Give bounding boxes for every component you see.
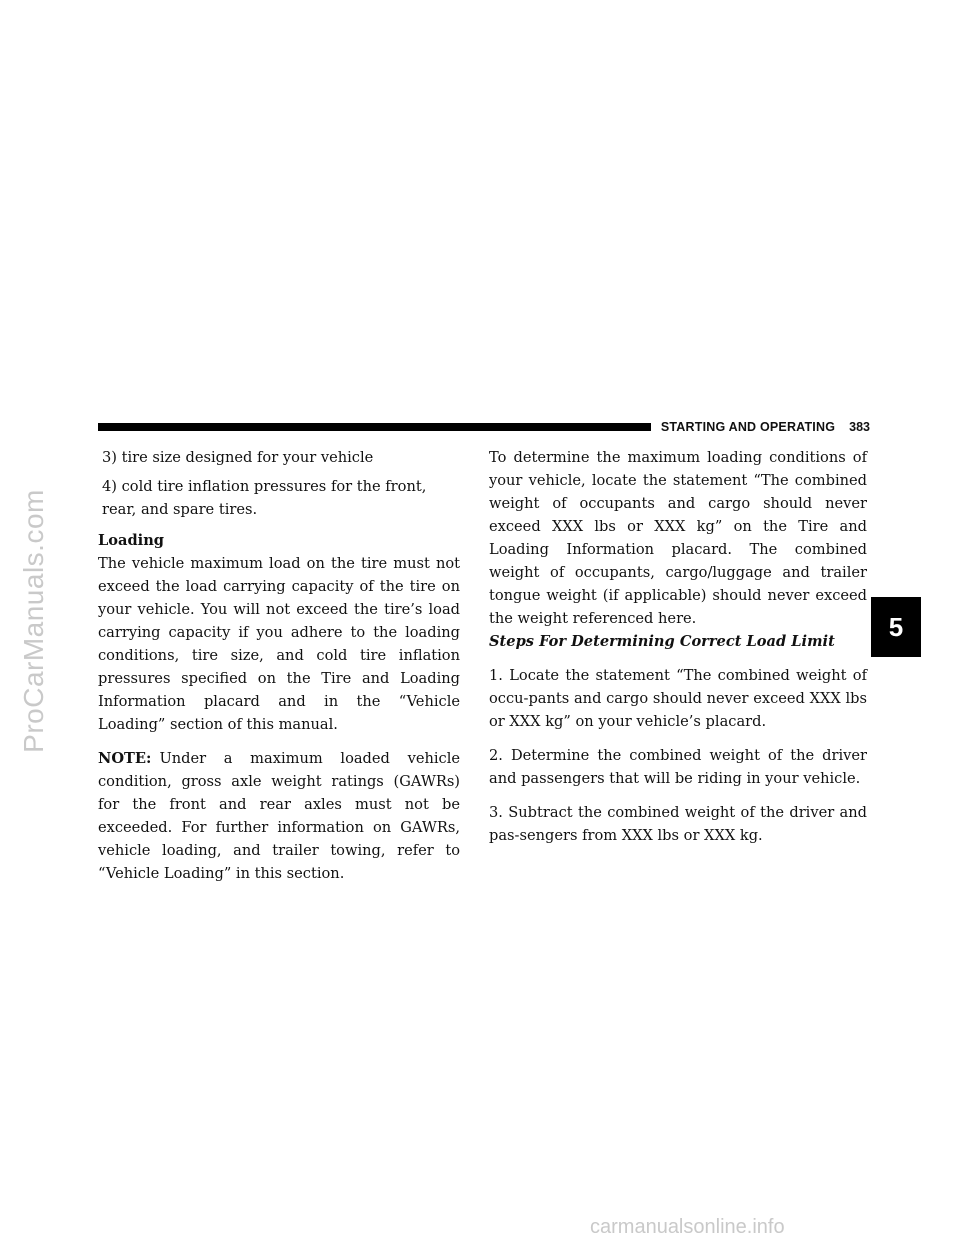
loading-paragraph: The vehicle maximum load on the tire must not exceed the load carrying capacity of the tire on your vehicle. You will not exceed the tire’s load carrying capacity if you adhere to the loading conditions, tire size, and cold tire inflation pressures specified on the Tire and Loading Information placard and in the “Vehicle Loading” section of this manual. — [98, 555, 460, 733]
side-watermark — [8, 0, 60, 1242]
steps-subheading: Steps For Determining Correct Load Limit — [489, 633, 835, 650]
step-1: 1. Locate the statement “The combined weight of occu-pants and cargo should never exceed XXX lbs or XXX kg” on your vehicle’s placard. — [489, 667, 867, 730]
bottom-watermark: carmanualsonline.info — [590, 1216, 785, 1238]
page-number: 383 — [849, 420, 870, 434]
step-2: 2. Determine the combined weight of the driver and passengers that will be riding in your vehicle. — [489, 747, 867, 787]
page-header — [98, 420, 870, 434]
chapter-tab — [871, 597, 921, 657]
note-text: Under a maximum loaded vehicle condition, gross axle weight ratings (GAWRs) for the front and rear axles must not be exceeded. For further information on GAWRs, vehicle loading, and trailer towing, refer to “Vehicle Loading” in this section. — [98, 750, 460, 882]
left-column — [98, 446, 460, 885]
right-column — [489, 446, 867, 847]
watermark-text: ProCarManuals.com — [18, 489, 50, 753]
header-rule — [98, 423, 651, 431]
chapter-tab-label: 5 — [888, 611, 904, 642]
section-title: STARTING AND OPERATING — [660, 420, 836, 434]
list-item-3: 3) tire size designed for your vehicle — [102, 449, 374, 466]
note-paragraph — [98, 747, 460, 885]
max-loading-paragraph: To determine the maximum loading conditions of your vehicle, locate the statement “The combined weight of occupants and cargo should never exceed XXX lbs or XXX kg” on the Tire and Loading Information placard. The combined weight of occupants, cargo/luggage and trailer tongue weight (if applicable) should never exceed the weight referenced here. — [489, 449, 867, 627]
list-item-4: 4) cold tire inflation pressures for the front, rear, and spare tires. — [102, 478, 427, 518]
step-3: 3. Subtract the combined weight of the driver and pas-sengers from XXX lbs or XXX kg. — [489, 804, 867, 844]
section-heading-loading: Loading — [98, 532, 165, 549]
note-label: NOTE: — [98, 750, 152, 767]
